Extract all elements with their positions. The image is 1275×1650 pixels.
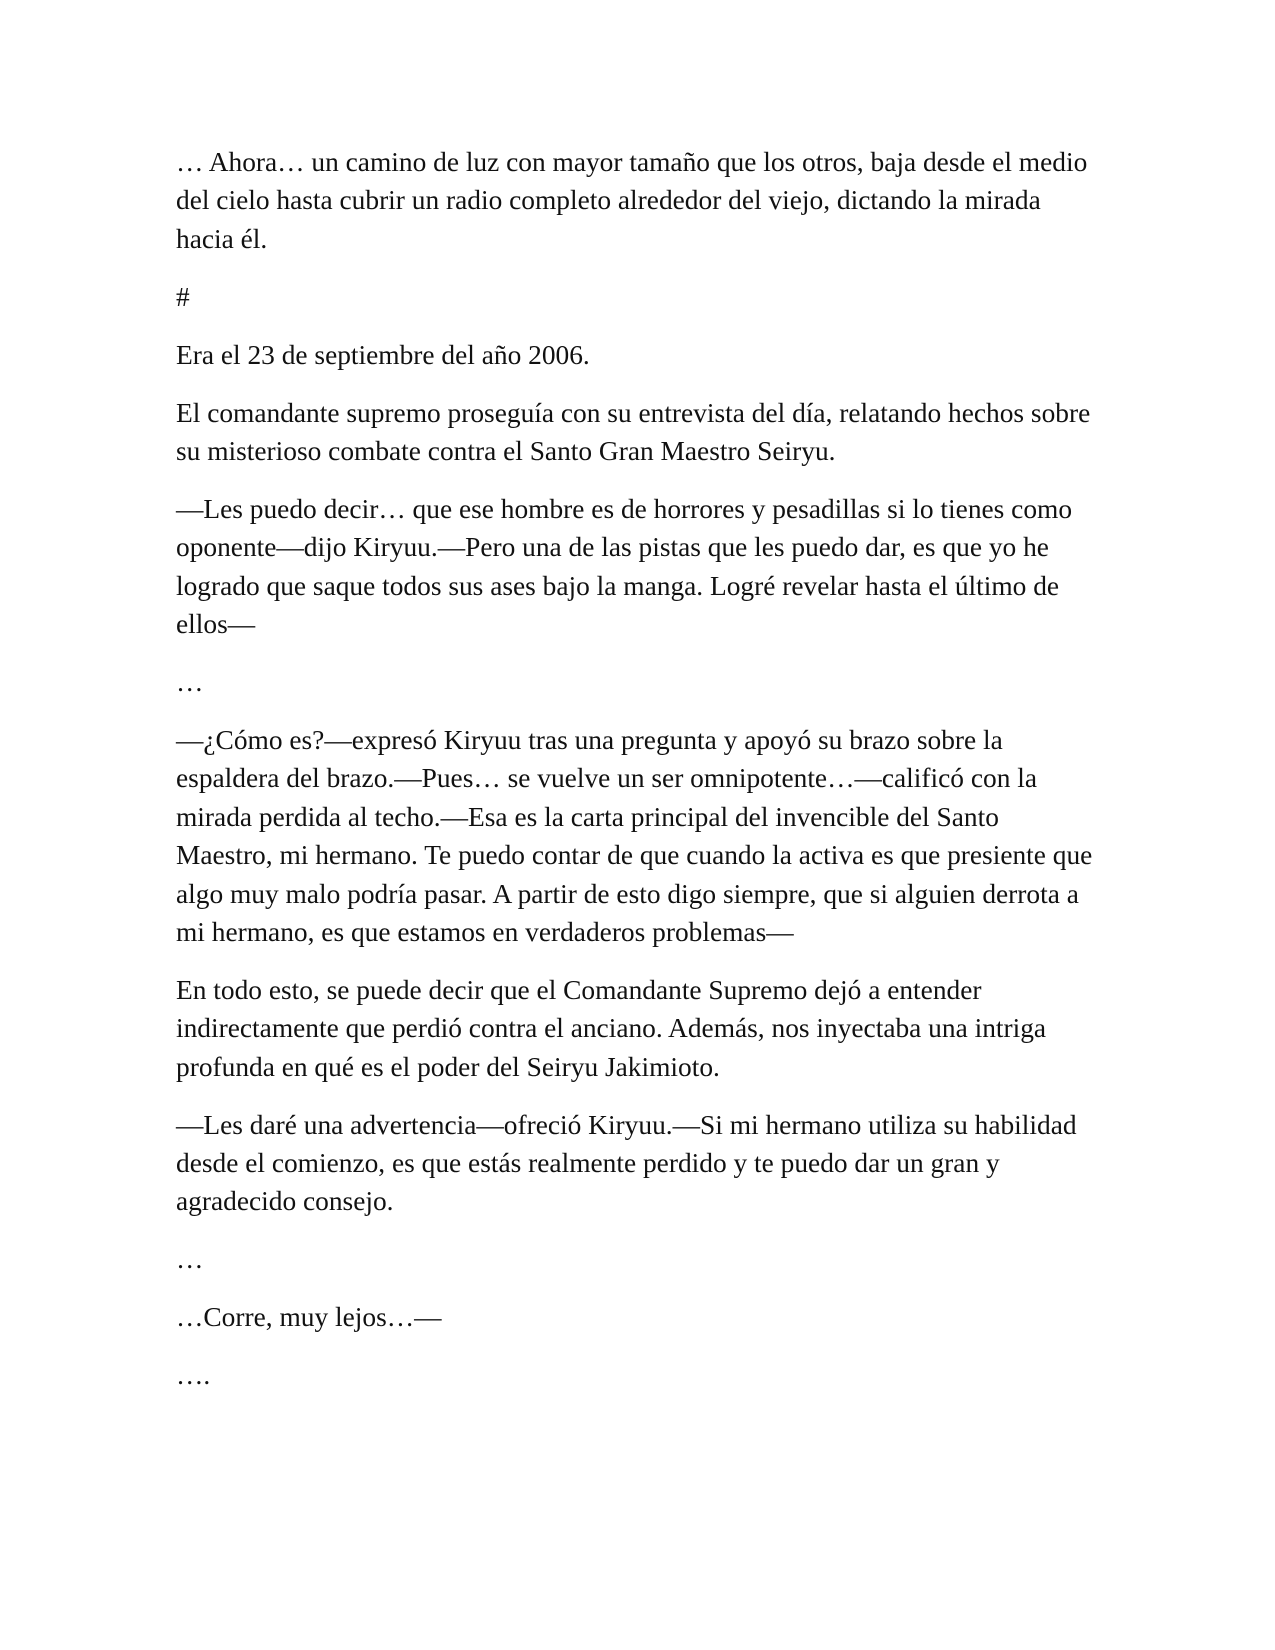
paragraph-7: —¿Cómo es?—expresó Kiryuu tras una pregunta y apoyó su brazo sobre la espaldera del brazo.—Pues… se vuelve un ser omnipotente…—calificó con la mirada perdida al techo.—Esa es la carta principal del invencible del Santo Maestro, mi hermano. Te puedo contar de que cuando la activa es que presiente que algo muy malo podría pasar. A partir de esto digo siempre, que si alguien derrota a mi hermano, es que estamos en verdaderos problemas— xyxy=(176,724,1093,947)
paragraph-8: En todo esto, se puede decir que el Comandante Supremo dejó a entender indirectamente que perdió contra el anciano. Además, nos inyectaba una intriga profunda en qué es el poder del Seiryu Jakimioto. xyxy=(176,974,1047,1082)
paragraph-2-scene-break: # xyxy=(176,281,190,312)
paragraph-4: El comandante supremo proseguía con su entrevista del día, relatando hechos sobre su misterioso combate contra el Santo Gran Maestro Seiryu. xyxy=(176,397,1091,466)
paragraph-9: —Les daré una advertencia—ofreció Kiryuu.—Si mi hermano utiliza su habilidad desde el comienzo, es que estás realmente perdido y te puedo dar un gran y agradecido consejo. xyxy=(176,1109,1077,1217)
paragraph-10-ellipsis: … xyxy=(176,1244,204,1275)
paragraph-6-ellipsis: … xyxy=(176,666,204,697)
paragraph-1: … Ahora… un camino de luz con mayor tamaño que los otros, baja desde el medio del cielo hasta cubrir un radio completo alrededor del viejo, dictando la mirada hacia él. xyxy=(176,147,1088,254)
paragraph-3: Era el 23 de septiembre del año 2006. xyxy=(176,339,590,370)
paragraph-11: …Corre, muy lejos…— xyxy=(176,1302,442,1333)
paragraph-5: —Les puedo decir… que ese hombre es de horrores y pesadillas si lo tienes como oponente—dijo Kiryuu.—Pero una de las pistas que les puedo dar, es que yo he logrado que saque todos sus ases bajo la manga. Logré revelar hasta el último de ellos— xyxy=(176,493,1073,640)
document-body xyxy=(176,143,1096,1414)
paragraph-12-ellipsis: …. xyxy=(176,1360,211,1391)
